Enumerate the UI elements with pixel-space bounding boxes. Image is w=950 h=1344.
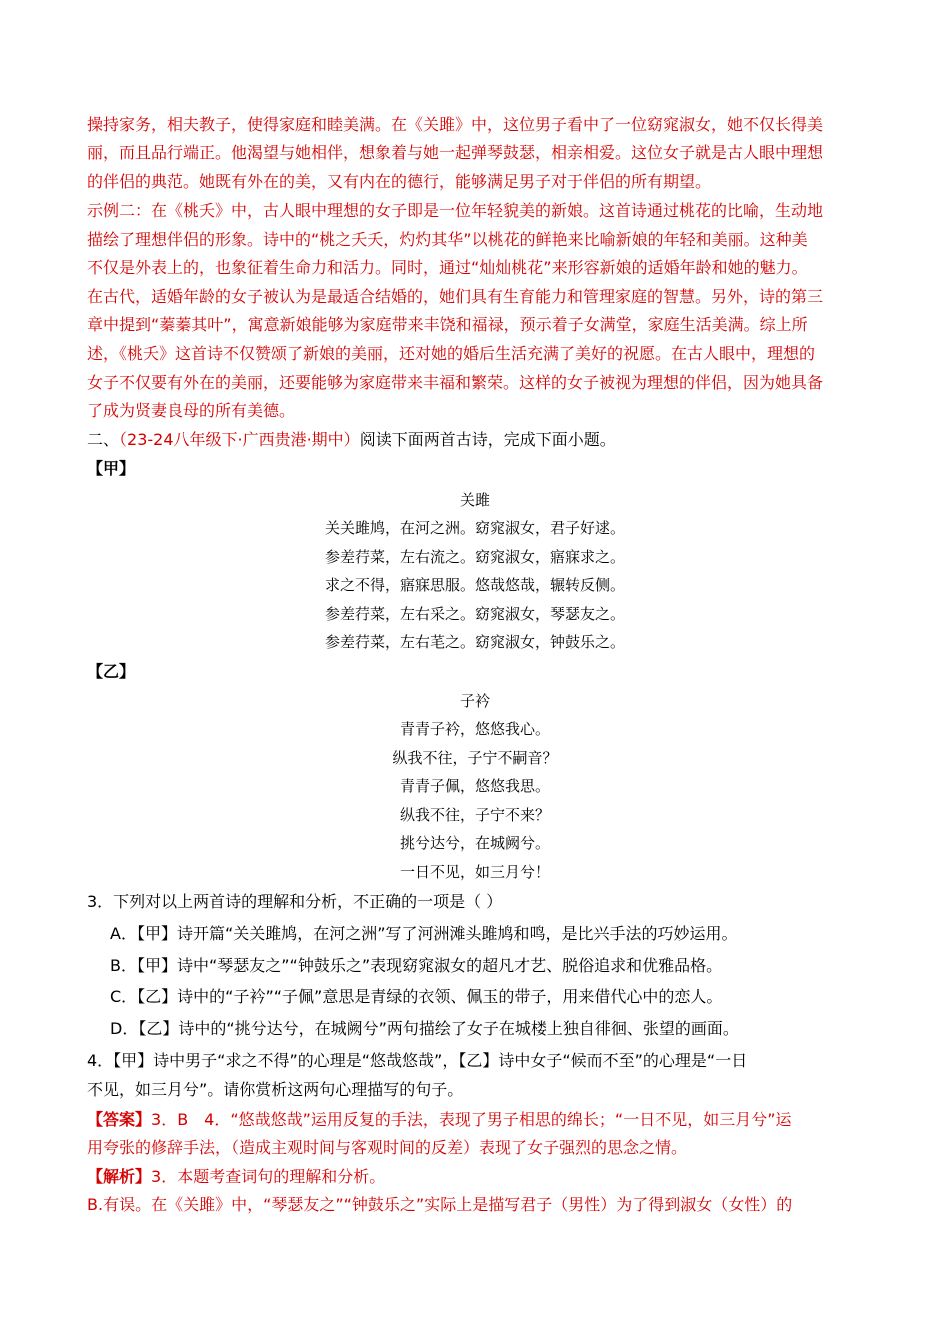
question-4-line: 4．【甲】诗中男子“求之不得”的心理是“悠哉悠哉”，【乙】诗中女子“候而不至”的心理是“一日 [87, 1051, 748, 1070]
question-4-line: 不见，如三月兮”。请你赏析这两句心理描写的句子。 [87, 1080, 464, 1099]
example2-line: 章中提到“蓁蓁其叶”，寓意新娘能够为家庭带来丰饶和福禄，预示着子女满堂，家庭生活美满。综上所 [87, 315, 808, 334]
analysis-text: 3．本题考查词句的理解和分析。 [151, 1167, 386, 1186]
poem-a-line: 求之不得，寤寐思服。悠哉悠哉，辗转反侧。 [324, 576, 625, 594]
question-3-option-c: C．【乙】诗中的“子衿”“子佩”意思是青绿的衣领、佩玉的带子，用来借代心中的恋人。 [110, 987, 723, 1006]
intro-line: 的伴侣的典范。她既有外在的美，又有内在的德行，能够满足男子对于伴侣的所有期望。 [87, 172, 712, 191]
poem-a-marker: 【甲】 [87, 459, 136, 478]
intro-line: 操持家务，相夫教子，使得家庭和睦美满。在《关雎》中，这位男子看中了一位窈窕淑女，她不仅长得美 [87, 115, 824, 134]
section2-number: 二、 [87, 430, 120, 449]
answer-text: 3．B 4．“悠哉悠哉”运用反复的手法，表现了男子相思的绵长；“一日不见，如三月兮”运 [151, 1110, 792, 1129]
poem-b-title: 子衿 [459, 692, 490, 710]
example2-line: 不仅是外表上的，也象征着生命力和活力。同时，通过“灿灿桃花”来形容新娘的适婚年龄和她的魅力。 [87, 258, 808, 277]
question-3-option-d: D．【乙】诗中的“挑兮达兮，在城阙兮”两句描绘了女子在城楼上独自徘徊、张望的画面。 [110, 1019, 739, 1038]
question-3-option-b: B．【甲】诗中“琴瑟友之”“钟鼓乐之”表现窈窕淑女的超凡才艺、脱俗追求和优雅品格。 [110, 956, 723, 975]
example2-line: 在古代，适婚年龄的女子被认为是最适合结婚的，她们具有生育能力和管理家庭的智慧。另外，诗的第三 [87, 287, 824, 306]
example2-line: 述，《桃夭》这首诗不仅赞颂了新娘的美丽，还对她的婚后生活充满了美好的祝愿。在古人眼中，理想的 [87, 344, 816, 363]
poem-a-line: 参差荇菜，左右芼之。窈窕淑女，钟鼓乐之。 [324, 633, 625, 651]
analysis-label: 【解析】 [87, 1167, 152, 1186]
poem-a-line: 参差荇菜，左右流之。窈窕淑女，寤寐求之。 [324, 548, 625, 566]
poem-a-line: 参差荇菜，左右采之。窈窕淑女，琴瑟友之。 [324, 605, 625, 623]
poem-a-title: 关雎 [459, 491, 490, 509]
section2-source: （23-24八年级下·广西贵港·期中） [119, 430, 360, 449]
answer-label: 【答案】 [87, 1110, 152, 1129]
poem-b-line: 纵我不往，子宁不来？ [399, 806, 550, 824]
example2-line: 示例二：在《桃夭》中，古人眼中理想的女子即是一位年轻貌美的新娘。这首诗通过桃花的比喻，生动地 [87, 201, 824, 220]
answer-line: 用夸张的修辞手法，（造成主观时间与客观时间的反差）表现了女子强烈的思念之情。 [87, 1138, 688, 1157]
poem-b-marker: 【乙】 [87, 662, 136, 681]
answer-line [87, 1106, 863, 1134]
poem-b-line: 一日不见，如三月兮！ [399, 863, 550, 881]
poem-b-line: 青青子衿，悠悠我心。 [399, 720, 550, 738]
analysis-line [87, 1163, 863, 1191]
question-3-stem: 3．下列对以上两首诗的理解和分析，不正确的一项是（ ） [87, 892, 503, 911]
poem-b-line: 纵我不往，子宁不嗣音？ [392, 749, 558, 767]
intro-line: 丽，而且品行端正。他渴望与她相伴，想象着与她一起弹琴鼓瑟，相亲相爱。这位女子就是古人眼中理想 [87, 143, 824, 162]
section2-instruction: 阅读下面两首古诗，完成下面小题。 [359, 430, 616, 449]
example2-line: 了成为贤妻良母的所有美德。 [87, 401, 296, 420]
section2-heading [87, 426, 863, 454]
analysis-line: B.有误。在《关雎》中，“琴瑟友之”“钟鼓乐之”实际上是描写君子（男性）为了得到淑女（女性）的 [87, 1195, 793, 1214]
poem-b-line: 青青子佩，悠悠我思。 [399, 777, 550, 795]
poem-a-line: 关关雎鸠，在河之洲。窈窕淑女，君子好逑。 [324, 519, 625, 537]
poem-b-line: 挑兮达兮，在城阙兮。 [399, 834, 550, 852]
example2-line: 女子不仅要有外在的美丽，还要能够为家庭带来丰福和繁荣。这样的女子被视为理想的伴侣，因为她具备 [87, 373, 824, 392]
example2-line: 描绘了理想伴侣的形象。诗中的“桃之夭夭，灼灼其华”以桃花的鲜艳来比喻新娘的年轻和美丽。这种美 [87, 230, 808, 249]
question-3-option-a: A．【甲】诗开篇“关关雎鸠，在河之洲”写了河洲滩头雎鸠和鸣，是比兴手法的巧妙运用。 [110, 924, 738, 943]
